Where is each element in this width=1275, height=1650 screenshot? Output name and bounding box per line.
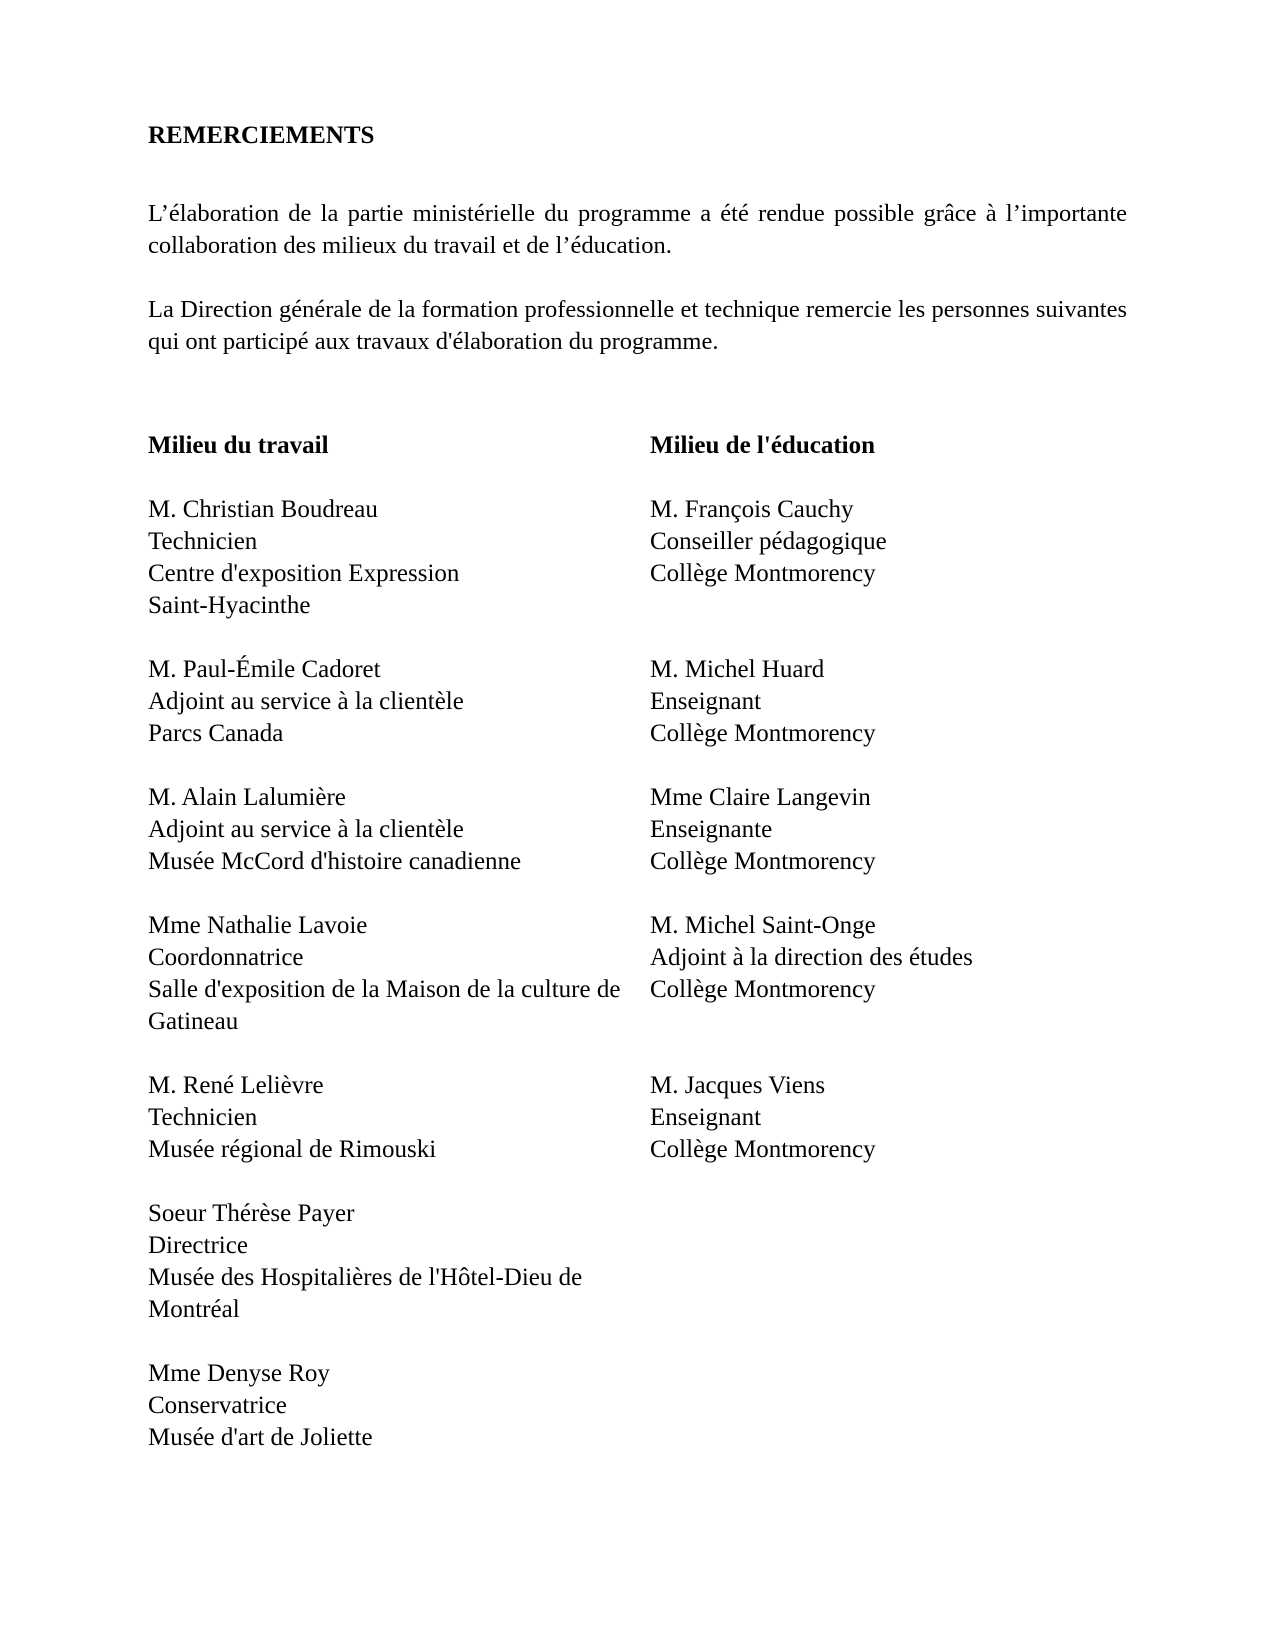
person-line: Mme Denyse Roy: [148, 1360, 330, 1387]
education-column-entry: [650, 782, 1127, 878]
intro-paragraph-2: La Direction générale de la formation professionnelle et technique remercie les personnes suivantes qui ont participé aux travaux d'élaboration du programme.: [148, 296, 1127, 355]
person-group: [148, 654, 1127, 750]
person-line: Soeur Thérèse Payer: [148, 1200, 355, 1227]
education-column-entry: [650, 1358, 1127, 1454]
person-line: Conseiller pédagogique: [650, 528, 887, 555]
person-line: Collège Montmorency: [650, 720, 876, 747]
person-line: Enseignant: [650, 688, 762, 715]
work-column-entry: [148, 910, 650, 1038]
person-group: [148, 1358, 1127, 1454]
work-column-entry: [148, 494, 650, 622]
education-column-entry: [650, 1198, 1127, 1326]
work-column-entry: [148, 1070, 650, 1166]
person-line: Collège Montmorency: [650, 1136, 876, 1163]
person-line: Mme Claire Langevin: [650, 784, 871, 811]
person-line: Gatineau: [148, 1008, 239, 1035]
education-column-entry: [650, 654, 1127, 750]
person-line: M. François Cauchy: [650, 496, 854, 523]
person-group: [148, 1070, 1127, 1166]
person-line: Salle d'exposition de la Maison de la culture de: [148, 976, 621, 1003]
person-line: Coordonnatrice: [148, 944, 304, 971]
column-headers: [148, 430, 1127, 462]
person-line: M. René Lelièvre: [148, 1072, 324, 1099]
person-line: Conservatrice: [148, 1392, 287, 1419]
person-line: Musée McCord d'histoire canadienne: [148, 848, 522, 875]
person-line: Adjoint au service à la clientèle: [148, 816, 464, 843]
person-line: Enseignante: [650, 816, 773, 843]
person-line: Directrice: [148, 1232, 248, 1259]
education-column-entry: [650, 494, 1127, 622]
person-line: Enseignant: [650, 1104, 762, 1131]
person-line: Centre d'exposition Expression: [148, 560, 460, 587]
education-column-entry: [650, 1070, 1127, 1166]
person-line: M. Jacques Viens: [650, 1072, 826, 1099]
work-column-entry: [148, 654, 650, 750]
person-group: [148, 494, 1127, 622]
intro-paragraph-1: L’élaboration de la partie ministérielle du programme a été rendue possible grâce à l’importante collaboration des milieux du travail et de l’éducation.: [148, 200, 1127, 259]
person-line: Musée régional de Rimouski: [148, 1136, 437, 1163]
education-column-header: Milieu de l'éducation: [650, 432, 875, 459]
work-column-entry: [148, 1358, 650, 1454]
person-line: Adjoint à la direction des études: [650, 944, 973, 971]
person-line: Adjoint au service à la clientèle: [148, 688, 464, 715]
groups: [148, 494, 1127, 1486]
person-line: Collège Montmorency: [650, 976, 876, 1003]
person-group: [148, 782, 1127, 878]
person-line: Mme Nathalie Lavoie: [148, 912, 368, 939]
person-line: Montréal: [148, 1296, 240, 1323]
person-line: M. Paul-Émile Cadoret: [148, 656, 381, 683]
person-group: [148, 910, 1127, 1038]
person-line: M. Alain Lalumière: [148, 784, 346, 811]
education-column-entry: [650, 910, 1127, 1038]
person-line: Technicien: [148, 528, 258, 555]
work-column-entry: [148, 1198, 650, 1326]
person-line: Saint-Hyacinthe: [148, 592, 311, 619]
person-line: Collège Montmorency: [650, 560, 876, 587]
person-group: [148, 1198, 1127, 1326]
person-line: Musée d'art de Joliette: [148, 1424, 373, 1451]
person-line: Technicien: [148, 1104, 258, 1131]
page-title: REMERCIEMENTS: [148, 122, 375, 149]
work-column-header: Milieu du travail: [148, 432, 329, 459]
person-line: Parcs Canada: [148, 720, 284, 747]
person-line: Collège Montmorency: [650, 848, 876, 875]
person-line: M. Christian Boudreau: [148, 496, 378, 523]
work-column-entry: [148, 782, 650, 878]
person-line: Musée des Hospitalières de l'Hôtel-Dieu de: [148, 1264, 583, 1291]
person-line: M. Michel Saint-Onge: [650, 912, 876, 939]
person-line: M. Michel Huard: [650, 656, 825, 683]
